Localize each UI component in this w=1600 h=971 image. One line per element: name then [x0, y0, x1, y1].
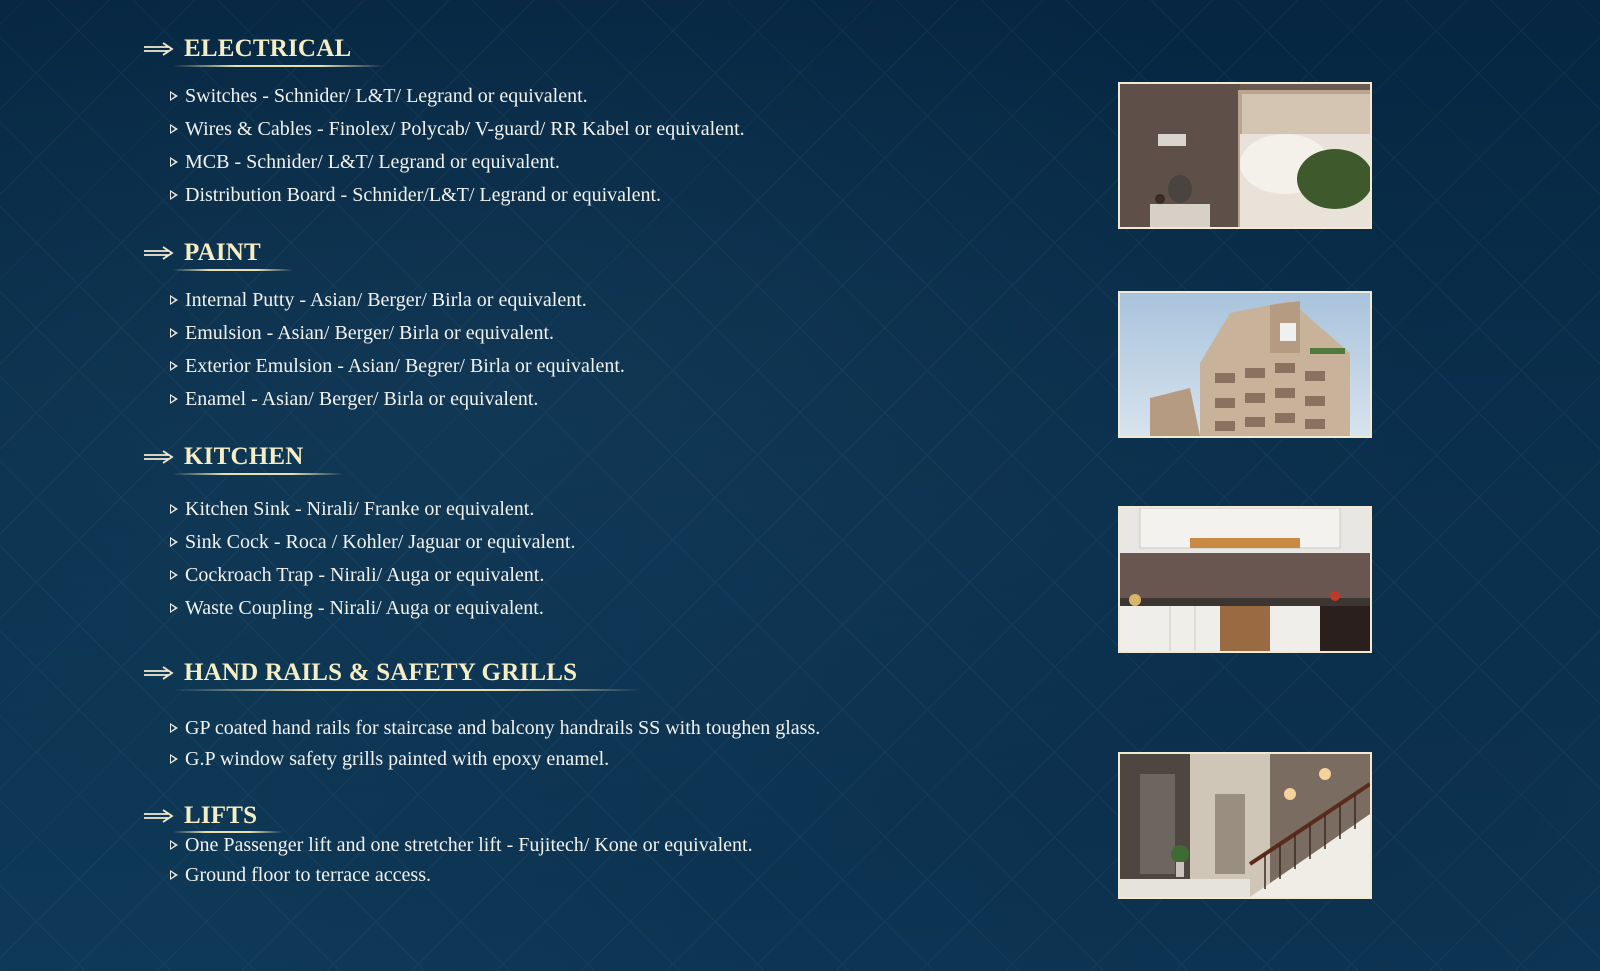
building-illustration — [1120, 293, 1370, 436]
bedroom-image — [1118, 82, 1372, 229]
triangle-bullet-icon — [170, 504, 178, 514]
heading-underline — [173, 473, 343, 475]
double-arrow-icon — [143, 245, 175, 261]
section-title: PAINT — [184, 239, 261, 266]
list-item: Waste Coupling - Nirali/ Auga or equivalent. — [143, 595, 575, 628]
section-electrical — [143, 33, 745, 215]
triangle-bullet-icon — [170, 603, 178, 613]
list-item: Distribution Board - Schnider/L&T/ Legrand or equivalent. — [143, 182, 745, 215]
item-list — [143, 287, 625, 419]
double-arrow-icon — [143, 41, 175, 57]
triangle-bullet-icon — [170, 157, 178, 167]
triangle-bullet-icon — [170, 295, 178, 305]
list-item: One Passenger lift and one stretcher lift - Fujitech/ Kone or equivalent. — [143, 832, 753, 862]
triangle-bullet-icon — [170, 328, 178, 338]
list-item: Ground floor to terrace access. — [143, 862, 753, 892]
triangle-bullet-icon — [170, 124, 178, 134]
section-title: KITCHEN — [184, 443, 304, 470]
section-heading — [143, 800, 753, 832]
list-item: Exterior Emulsion - Asian/ Begrer/ Birla or equivalent. — [143, 353, 625, 386]
list-item: G.P window safety grills painted with epoxy enamel. — [143, 746, 820, 777]
section-title: HAND RAILS & SAFETY GRILLS — [184, 659, 578, 686]
section-lifts — [143, 800, 753, 892]
list-item: Switches - Schnider/ L&T/ Legrand or equivalent. — [143, 83, 745, 116]
section-heading — [143, 441, 575, 481]
triangle-bullet-icon — [170, 754, 178, 764]
item-list — [143, 832, 753, 892]
kitchen-image — [1118, 506, 1372, 653]
list-item: Sink Cock - Roca / Kohler/ Jaguar or equivalent. — [143, 529, 575, 562]
item-list — [143, 83, 745, 215]
list-item: Wires & Cables - Finolex/ Polycab/ V-guard/ RR Kabel or equivalent. — [143, 116, 745, 149]
triangle-bullet-icon — [170, 91, 178, 101]
item-list — [143, 496, 575, 628]
list-item: Internal Putty - Asian/ Berger/ Birla or equivalent. — [143, 287, 625, 320]
section-heading — [143, 657, 820, 697]
list-item: Kitchen Sink - Nirali/ Franke or equivalent. — [143, 496, 575, 529]
triangle-bullet-icon — [170, 870, 178, 880]
section-paint — [143, 237, 625, 419]
triangle-bullet-icon — [170, 840, 178, 850]
double-arrow-icon — [143, 449, 175, 465]
triangle-bullet-icon — [170, 570, 178, 580]
triangle-bullet-icon — [170, 361, 178, 371]
staircase-image — [1118, 752, 1372, 899]
triangle-bullet-icon — [170, 394, 178, 404]
bedroom-illustration — [1120, 84, 1370, 227]
triangle-bullet-icon — [170, 723, 178, 733]
kitchen-illustration — [1120, 508, 1370, 651]
double-arrow-icon — [143, 808, 175, 824]
section-hand-rails — [143, 657, 820, 777]
heading-underline — [173, 65, 383, 67]
list-item: MCB - Schnider/ L&T/ Legrand or equivalent. — [143, 149, 745, 182]
section-kitchen — [143, 441, 575, 628]
triangle-bullet-icon — [170, 537, 178, 547]
building-image — [1118, 291, 1372, 438]
heading-underline — [173, 689, 643, 691]
section-title: LIFTS — [184, 802, 258, 829]
list-item: Cockroach Trap - Nirali/ Auga or equivalent. — [143, 562, 575, 595]
list-item: Enamel - Asian/ Berger/ Birla or equivalent. — [143, 386, 625, 419]
heading-underline — [173, 269, 293, 271]
double-arrow-icon — [143, 665, 175, 681]
section-heading — [143, 237, 625, 277]
list-item: GP coated hand rails for staircase and balcony handrails SS with toughen glass. — [143, 715, 820, 746]
list-item: Emulsion - Asian/ Berger/ Birla or equivalent. — [143, 320, 625, 353]
section-title: ELECTRICAL — [184, 35, 352, 62]
section-heading — [143, 33, 745, 73]
item-list — [143, 715, 820, 777]
staircase-illustration — [1120, 754, 1370, 897]
triangle-bullet-icon — [170, 190, 178, 200]
